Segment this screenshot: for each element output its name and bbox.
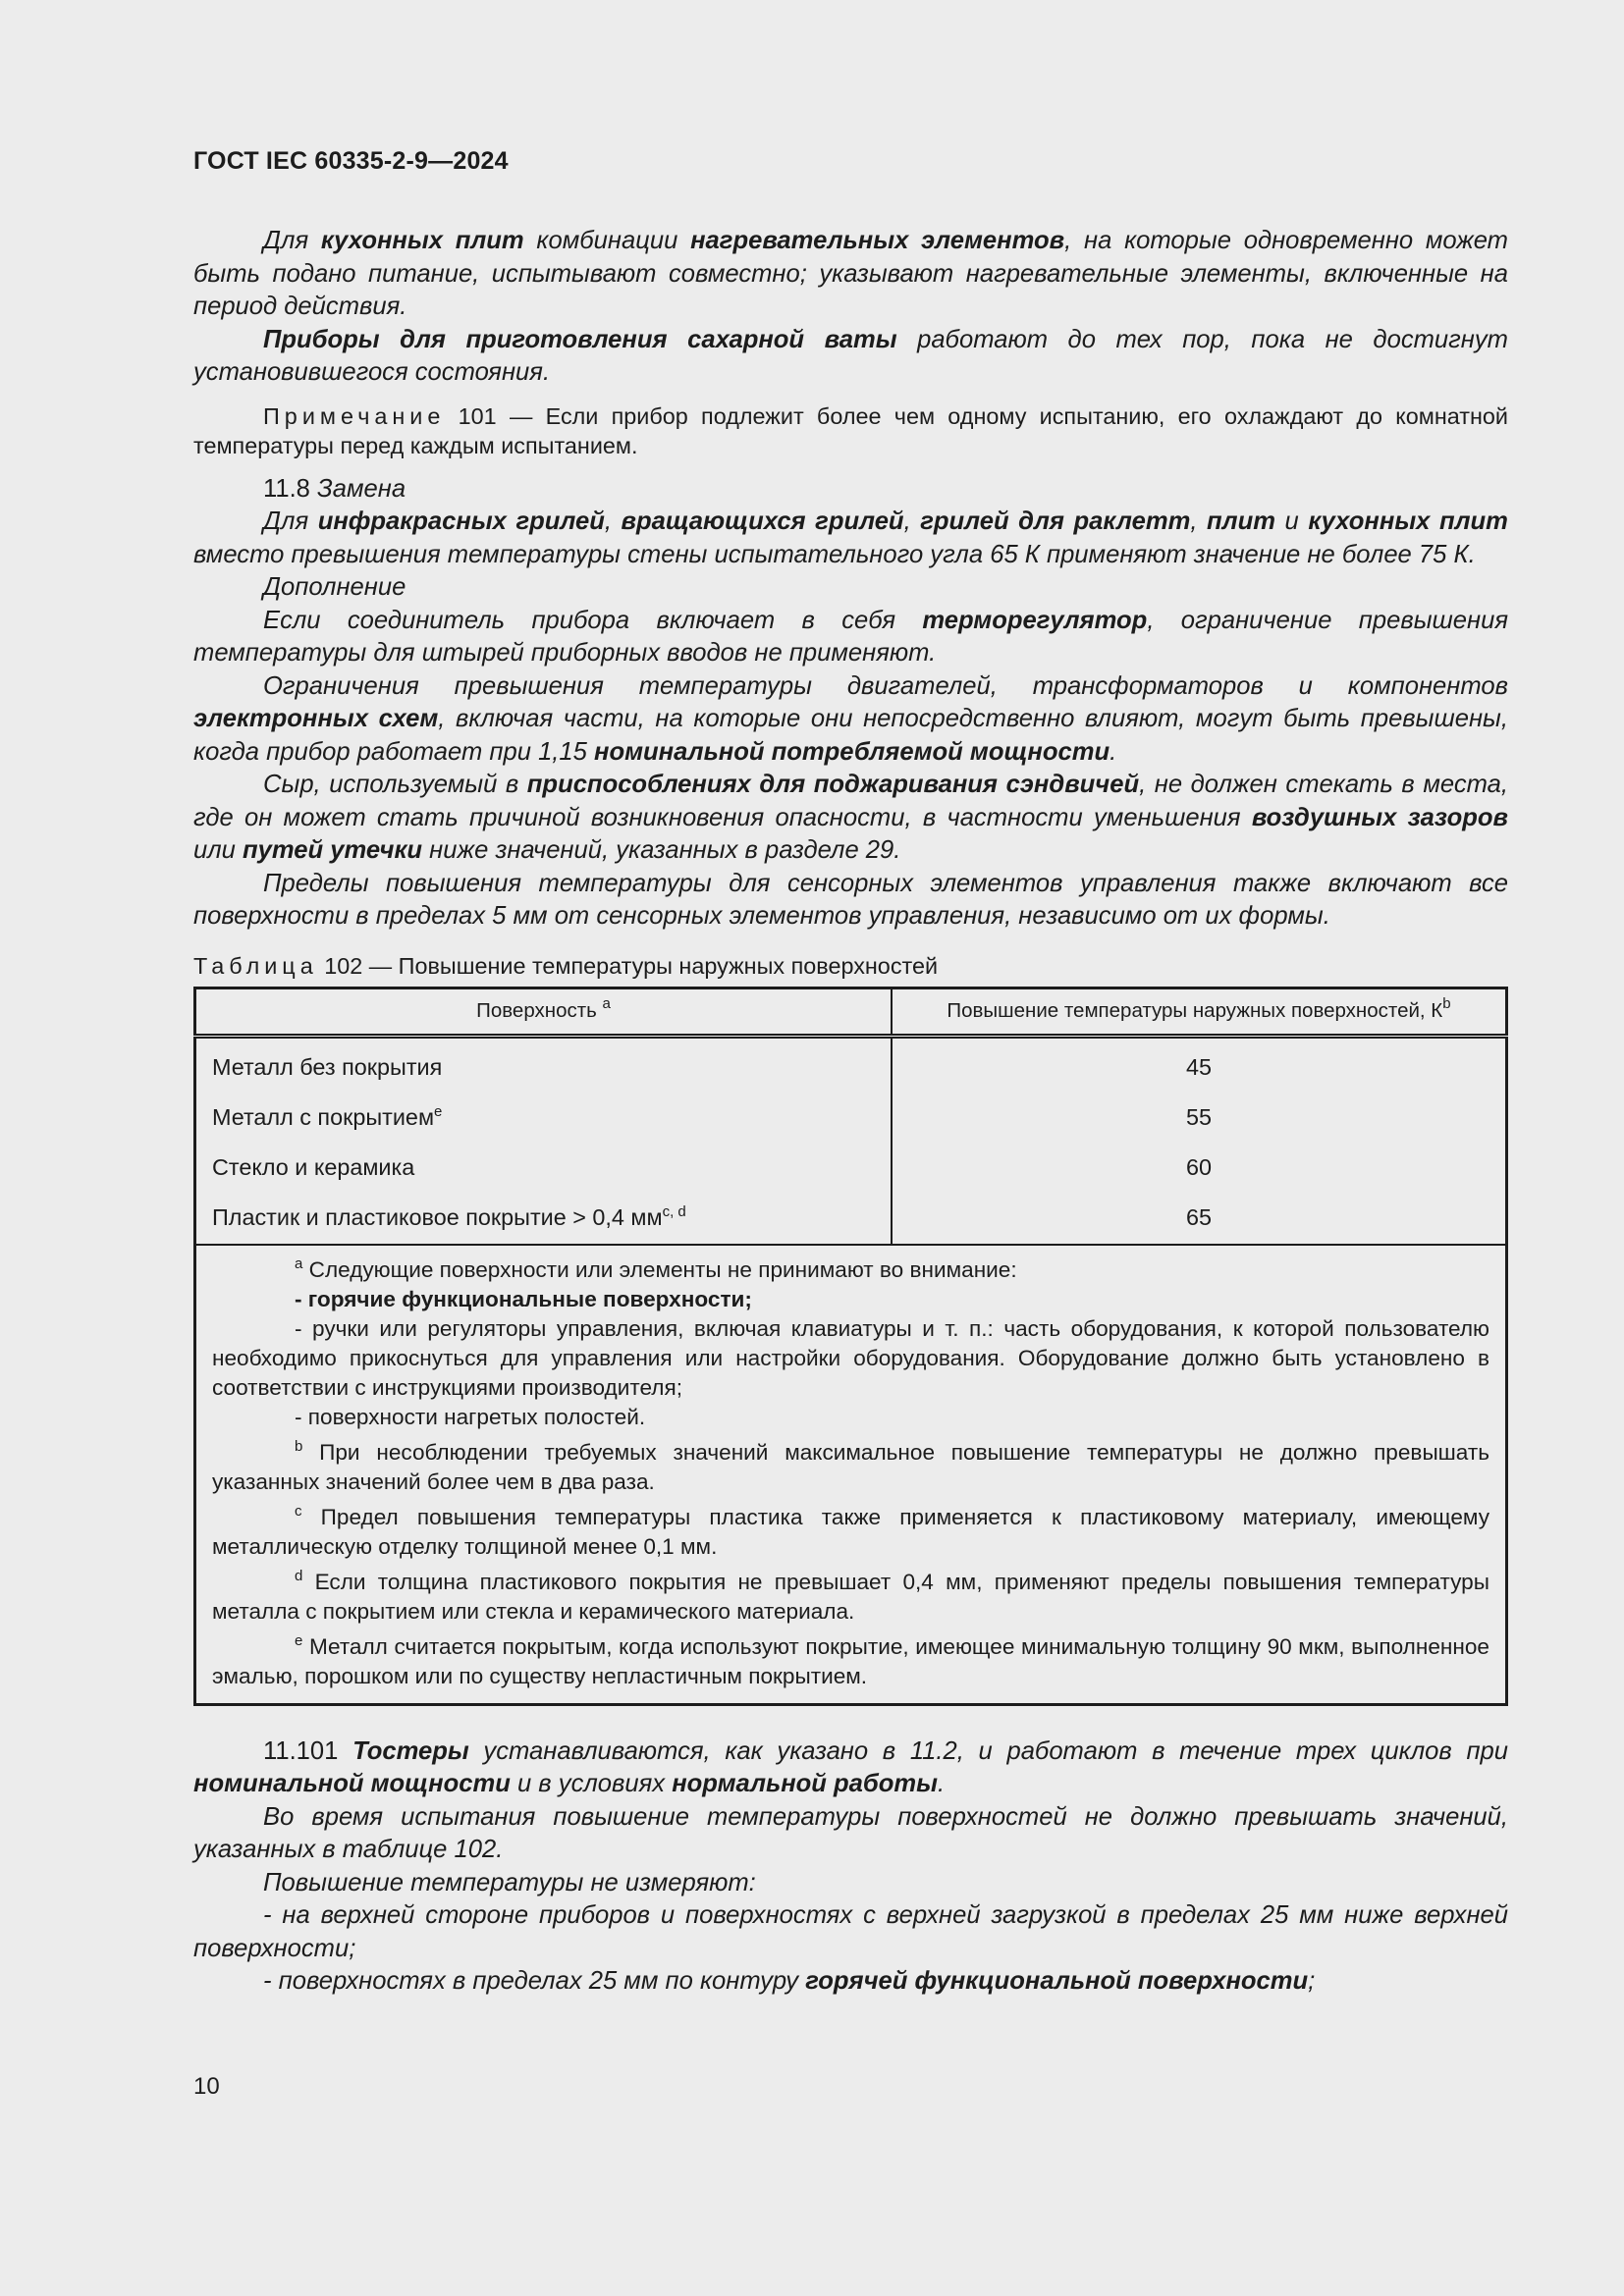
- cell-surface: Стекло и керамика: [195, 1144, 893, 1194]
- paragraph-candy-floss: Приборы для приготовления сахарной ваты работают до тех пор, пока не достигнут установившегося состояния.: [193, 325, 1508, 386]
- table-row: [195, 1144, 1507, 1194]
- table-row: [195, 1194, 1507, 1245]
- paragraph-cheese: Сыр, используемый в приспособлениях для поджаривания сэндвичей, не должен стекать в места, где он может стать причиной возникновения опасности, в частности уменьшения воздушных зазоров или путей утечки ниже значений, указанных в разделе 29.: [193, 771, 1508, 864]
- paragraph-thermostat: Если соединитель прибора включает в себя терморегулятор, ограничение превышения температуры для штырей приборных вводов не применяют.: [193, 606, 1508, 667]
- paragraph-motor-limits: Ограничения превышения температуры двигателей, трансформаторов и компонентов электронных схем, включая части, на которые они непосредственно влияют, могут быть превышены, когда прибор работает при 1,15 номинальной потребляемой мощности.: [193, 671, 1509, 766]
- cell-surface: Металл без покрытия: [195, 1036, 893, 1094]
- footnote-e: $^e$ Металл считается покрытым, когда используют покрытие, имеющее минимальную толщину 90 мкм, выполненное эмалью, порошком или по существу непластичным покрытием.: [212, 1631, 1489, 1688]
- cell-value: 55: [1185, 1104, 1213, 1131]
- section-11-8-heading: [193, 473, 1508, 507]
- paragraph-touch-controls: Пределы повышения температуры для сенсорных элементов управления также включают все поверхности в пределах 5 мм от сенсорных элементов управления, независимо от их формы.: [193, 869, 1508, 930]
- table-row: [195, 1036, 1507, 1094]
- footnote-c: $^c$ Предел повышения температуры пластика также применяется к пластиковому материалу, имеющему металлическую отделку толщиной менее 0,1 мм.: [212, 1502, 1489, 1559]
- section-number: 11.8: [263, 474, 310, 503]
- section-number: 11.101: [263, 1736, 353, 1765]
- table-footnotes: [195, 1245, 1507, 1705]
- cell-surface: Металл с покрытием$^e$: [195, 1094, 893, 1144]
- table-caption-label: Таблица: [193, 952, 318, 979]
- paragraph-not-measured: Повышение температуры не измеряют:: [263, 1868, 756, 1896]
- paragraph-kitchen-hobs: Для кухонных плит комбинации нагревательных элементов, на которые одновременно может быть подано питание, испытывают совместно; указывают нагревательные элементы, включенные на период действия.: [193, 227, 1508, 320]
- column-header-surface: Поверхность $^a$: [195, 988, 893, 1036]
- table-caption-text: 102 — Повышение температуры наружных поверхностей: [317, 952, 939, 979]
- table-102: [193, 987, 1508, 1706]
- body-text: [193, 225, 1508, 1999]
- footnote-a-item: - поверхности нагретых полостей.: [295, 1404, 646, 1429]
- cell-surface: Пластик и пластиковое покрытие > 0,4 мм$^{c, d}$: [195, 1194, 893, 1245]
- note-label: Примечание: [263, 402, 446, 429]
- page-number: 10: [193, 2073, 220, 2100]
- document-header: ГОСТ IEC 60335-2-9—2024: [193, 147, 509, 175]
- cell-value: 65: [1185, 1204, 1213, 1231]
- term-heating-elements: нагревательных элементов: [690, 227, 1065, 254]
- note-101: [193, 401, 1508, 461]
- footnote-d: $^d$ Если толщина пластикового покрытия не превышает 0,4 мм, применяют пределы повышения температуры металла с покрытием или стекла и керамического материала.: [212, 1567, 1489, 1624]
- note-text: 101 — Если прибор подлежит более чем одному испытанию, его охлаждают до комнатной температуры перед каждым испытанием.: [193, 402, 1508, 458]
- footnote-b: $^b$ При несоблюдении требуемых значений максимальное повышение температуры не должно превышать указанных значений более чем в два раза.: [212, 1437, 1489, 1494]
- table-header-row: [195, 988, 1507, 1036]
- column-header-temperature-rise: Повышение температуры наружных поверхностей, $К^b$: [892, 988, 1507, 1036]
- paragraph-grills: Для инфракрасных грилей, вращающихся грилей, грилей для раклетт, плит и кухонных плит вместо превышения температуры стены испытательного угла 65 К применяют значение не более 75 К.: [193, 507, 1508, 568]
- addition-label: Дополнение: [263, 573, 406, 601]
- cell-value: 45: [1185, 1054, 1213, 1081]
- cell-value: 60: [1185, 1154, 1213, 1181]
- section-11-101: 11.101 Тостеры устанавливаются, как указано в 11.2, и работают в течение трех циклов при номинальной мощности и в условиях нормальной работы.: [193, 1736, 1508, 1797]
- term-candy-floss-appliances: Приборы для приготовления сахарной ваты: [263, 325, 897, 353]
- footnote-a-item: - горячие функциональные поверхности;: [295, 1286, 752, 1311]
- table-row: [195, 1094, 1507, 1144]
- table-footnotes-row: [195, 1245, 1507, 1705]
- footnote-a-item: - ручки или регуляторы управления, включая клавиатуры и т. п.: часть оборудования, к которой пользователю необходимо прикоснуться для управления или настройки оборудования. Оборудование должно быть установлено в соответствии с инструкциями производителя;: [212, 1315, 1489, 1400]
- table-caption: [193, 951, 1508, 981]
- section-title: Замена: [309, 474, 406, 503]
- term-kitchen-hobs: кухонных плит: [320, 227, 524, 254]
- list-item: - на верхней стороне приборов и поверхностях с верхней загрузкой в пределах 25 мм ниже верхней поверхности;: [193, 1901, 1508, 1962]
- footnote-a: $^a$ Следующие поверхности или элементы не принимают во внимание:: [295, 1255, 1017, 1282]
- list-item: - поверхностях в пределах 25 мм по контуру горячей функциональной поверхности;: [263, 1967, 1316, 1995]
- paragraph-test-limits: Во время испытания повышение температуры поверхностей не должно превышать значений, указанных в таблице 102.: [193, 1802, 1508, 1863]
